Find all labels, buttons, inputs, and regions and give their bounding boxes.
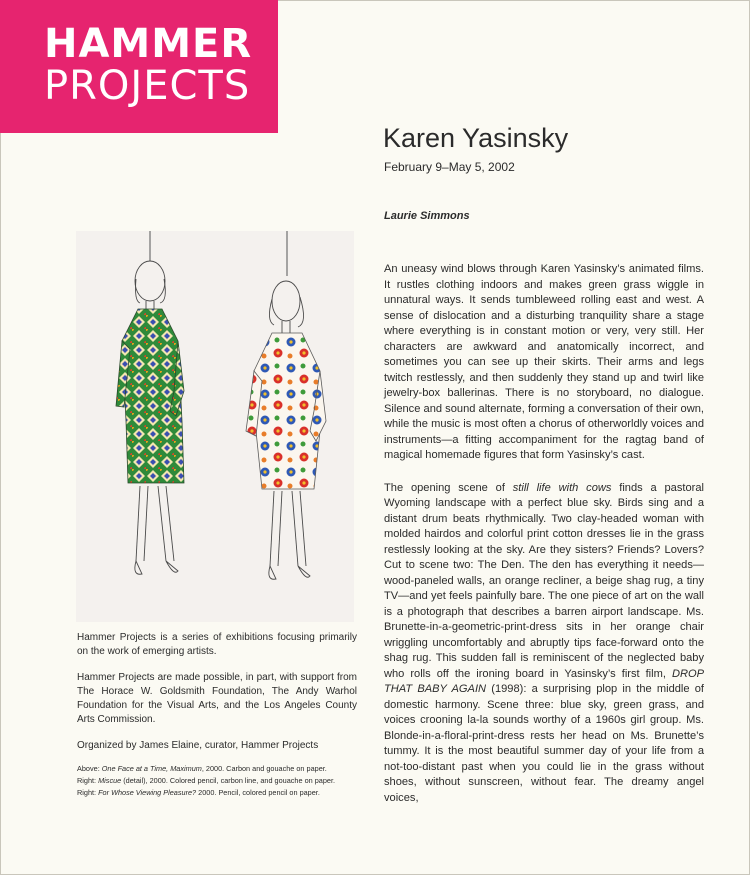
image-credit-2: Right: Miscue (detail), 2000. Colored pencil, carbon line, and gouache on paper.	[77, 776, 336, 785]
film-title-drop-that-baby: DROP THAT BABY AGAIN	[384, 667, 704, 695]
artwork-image	[76, 231, 354, 622]
essay-paragraph-1: An uneasy wind blows through Karen Yasinsky’s animated films. It rustles clothing indoors and makes green grass wiggle in unnatural ways. It sends tumbleweed rolling east and west. A sense of dislocation and a disturbing tranquility share a stage where everything is in constant motion or very, very still. Her characters are awkward and anatomically incorrect, and sometimes you can see up their skirts. Their arms and legs twitch restlessly, and then suddenly they stand up and twirl like jewelry-box ballerinas. There is no storyboard, no dialogue. Silence and sound alternate, forming a conversation of their own, while the music is most often a chorus of otherworldly voices and instruments—a fitting accompaniment for the ragtag band of magical homemade figures that form Yasinsky’s cast.	[384, 263, 704, 461]
artwork-drawing	[76, 231, 354, 622]
artist-name-heading: Karen Yasinsky	[383, 123, 569, 153]
image-credit-1: Above: One Face at a Time, Maximum, 2000. Carbon and gouache on paper.	[77, 764, 327, 773]
logo-line-hammer: HAMMER	[44, 21, 253, 67]
essay-author: Laurie Simmons	[384, 210, 470, 222]
essay-paragraph-2: The opening scene of still life with cows finds a pastoral Wyoming landscape with a perfect blue sky. Birds sing and a distant drum beats rhythmically. Two clay-headed woman with molded hairdos and colorful print cotton dresses lie in the grass restlessly looking at the sky. Are they sisters? Friends? Lovers? Cut to scene two: The Den. The den has everything it needs—wood-paneled walls, an orange recliner, a beige shag rug, a tiny TV—and yet feels painfully bare. The one piece of art on the wall is a photograph that describes a barren airport landscape. Ms. Brunette-in-a-geometric-print-dress sits in her orange chair wriggling uncomfortably and abruptly tips face-forward onto the shag rug. This sudden fall is reminiscent of the neglected baby who rolls off the ironing board in Yasinsky’s first film, DROP THAT BABY AGAIN (1998): a surprising plop in the middle of domestic harmony. Scene three: blue sky, green grass, and voices crooning la-la sounds worthy of a 1960s girl group. Ms. Blonde-in-a-floral-print-dress rests her head on Ms. Brunette’s tummy. It is the most beautiful summer day of your life from a not-too-distant past when you could lie in the grass without shoes, without sunscreen, without fear. The dreamy angel voices,	[384, 481, 705, 804]
image-credit-3: Right: For Whose Viewing Pleasure? 2000. Pencil, colored pencil on paper.	[77, 788, 320, 797]
film-title-still-life: still life with cows	[512, 481, 612, 494]
exhibition-dates: February 9–May 5, 2002	[384, 160, 515, 174]
series-description: Hammer Projects is a series of exhibitions focusing primarily on the work of emerging artists.	[77, 632, 357, 657]
caption-column	[77, 631, 357, 799]
logo-line-projects: PROJECTS	[44, 63, 251, 109]
organizer-credit: Organized by James Elaine, curator, Hammer Projects	[77, 740, 319, 751]
support-credits: Hammer Projects are made possible, in part, with support from The Horace W. Goldsmith Foundation, The Andy Warhol Foundation for the Visual Arts, and the Los Angeles County Arts Commission.	[77, 672, 357, 725]
hammer-projects-logo	[0, 0, 278, 133]
essay-body	[384, 262, 704, 823]
image-credits	[77, 763, 357, 799]
